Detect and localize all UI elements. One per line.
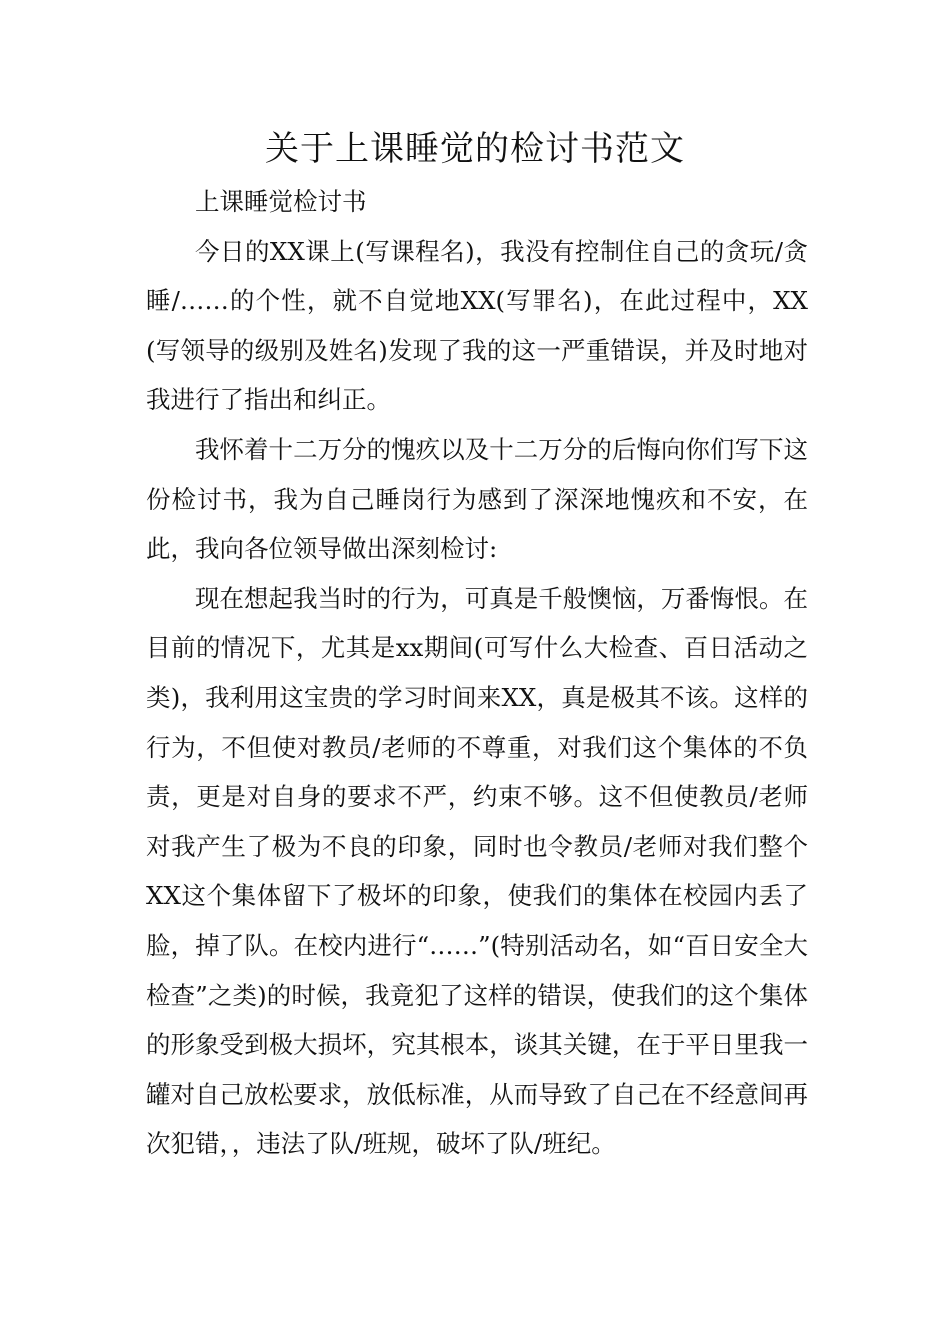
document-body [146, 177, 808, 1169]
paragraph-3: 现在想起我当时的行为，可真是千般懊恼，万番悔恨。在目前的情况下，尤其是xx期间(可写什么大检查、百日活动之类)，我利用这宝贵的学习时间来XX，真是极其不该。这样的行为，不但使对教员/老师的不尊重，对我们这个集体的不负责，更是对自身的要求不严，约束不够。这不但使教员/老师对我产生了极为不良的印象，同时也令教员/老师对我们整个XX这个集体留下了极坏的印象，使我们的集体在校园内丢了脸，掉了队。在校内进行“……”(特别活动名，如“百日安全大检查”之类)的时候，我竟犯了这样的错误，使我们的这个集体的形象受到极大损坏，究其根本，谈其关键，在于平日里我一罐对自己放松要求，放低标准，从而导致了自己在不经意间再次犯错，，违法了队/班规，破坏了队/班纪。 [146, 583, 808, 1159]
document-title: 关于上课睡觉的检讨书范文 [265, 129, 685, 169]
paragraph-1: 今日的XX课上(写课程名)，我没有控制住自己的贪玩/贪睡/……的个性，就不自觉地XX(写罪名)，在此过程中，XX(写领导的级别及姓名)发现了我的这一严重错误，并及时地对我进行了指出和纠正。 [146, 236, 808, 415]
paragraph-2: 我怀着十二万分的愧疚以及十二万分的后悔向你们写下这份检讨书，我为自己睡岗行为感到了深深地愧疚和不安，在此，我向各位领导做出深刻检讨: [146, 434, 808, 564]
paragraph-subtitle: 上课睡觉检讨书 [195, 187, 367, 216]
